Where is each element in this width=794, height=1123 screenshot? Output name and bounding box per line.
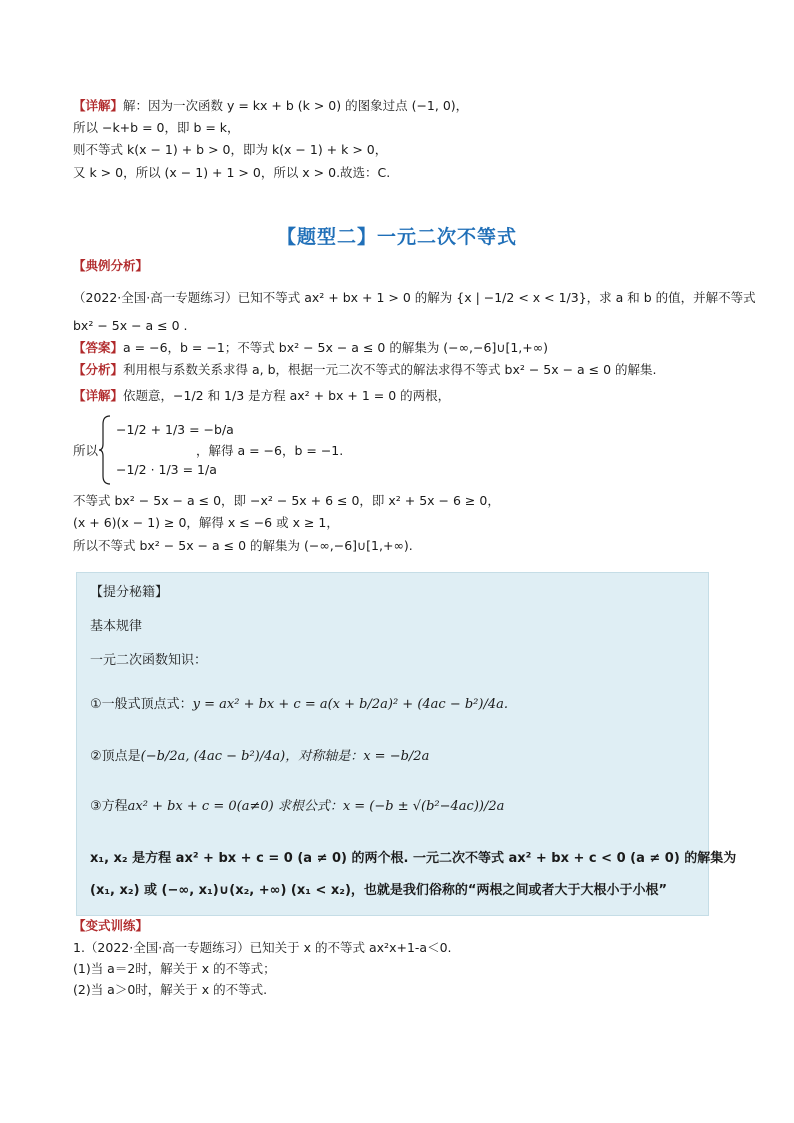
variant-question1: 1.（2022·全国·高一专题练习）已知关于 x 的不等式 ax²x+1-a＜0. bbox=[73, 940, 452, 955]
detail-tag: 【详解】 bbox=[73, 98, 124, 113]
solution1-line1: 【详解】解：因为一次函数 y = kx + b (k > 0) 的图象过点 (−1, 0)， bbox=[73, 98, 469, 113]
section-title: 【题型二】一元二次不等式 bbox=[276, 226, 517, 248]
tips-box bbox=[76, 572, 737, 916]
detail-line1: 【详解】依题意，−1/2 和 1/3 是方程 ax² + bx + 1 = 0 的两根， bbox=[73, 388, 451, 403]
ineq-line2: (x + 6)(x − 1) ≥ 0，解得 x ≤ −6 或 x ≥ 1， bbox=[73, 515, 339, 530]
tips-paragraph1: x₁, x₂ 是方程 ax² + bx + c = 0 (a ≠ 0) 的两个根. 一元二次不等式 ax² + bx + c < 0 (a ≠ 0) 的解集为 bbox=[90, 851, 737, 866]
answer-line: 【答案】a = −6，b = −1；不等式 bx² − 5x − a ≤ 0 的解集为 (−∞,−6]∪[1,+∞) bbox=[73, 340, 549, 355]
tips-formula2: ②顶点是(−b/2a, (4ac − b²)/4a)，对称轴是：x = −b/2a bbox=[90, 749, 430, 764]
ineq-line3: 所以不等式 bx² − 5x − a ≤ 0 的解集为 (−∞,−6]∪[1,+∞). bbox=[73, 538, 413, 553]
solution1-line2: 所以 −k+b = 0，即 b = k， bbox=[73, 120, 240, 135]
example-problem-line2: bx² − 5x − a ≤ 0 . bbox=[73, 318, 188, 333]
tips-formula3: ③方程ax² + bx + c = 0(a≠0) 求根公式：x = (−b ± √(b²−4ac))/2a bbox=[90, 799, 505, 814]
tips-formula1: ①一般式顶点式：y = ax² + bx + c = a(x + b/2a)² + (4ac − b²)/4a. bbox=[90, 697, 509, 712]
solution1-line3: 则不等式 k(x − 1) + b > 0，即为 k(x − 1) + k > 0， bbox=[73, 142, 388, 157]
tips-paragraph2: (x₁, x₂) 或 (−∞, x₁)∪(x₂, +∞) (x₁ < x₂)，也就是我们俗称的“两根之间或者大于大根小于小根” bbox=[90, 883, 668, 898]
example-problem-line1: （2022·全国·高一专题练习）已知不等式 ax² + bx + 1 > 0 的解为 {x | −1/2 < x < 1/3}，求 a 和 b 的值，并解不等式 bbox=[73, 290, 756, 305]
variant-question1b: (2)当 a＞0时，解关于 x 的不等式. bbox=[73, 982, 268, 997]
system-solved: ，解得 a = −6，b = −1. bbox=[196, 443, 344, 458]
answer-tag: 【答案】 bbox=[73, 340, 124, 355]
solution1-line4: 又 k > 0，所以 (x − 1) + 1 > 0，所以 x > 0.故选：C. bbox=[73, 165, 391, 180]
so-label: 所以 bbox=[73, 443, 99, 458]
left-brace-icon bbox=[98, 414, 112, 486]
variant-tag: 【变式训练】 bbox=[73, 918, 149, 933]
ineq-line1: 不等式 bx² − 5x − a ≤ 0，即 −x² − 5x + 6 ≤ 0，即 x² + 5x − 6 ≥ 0， bbox=[73, 493, 500, 508]
example-tag: 【典例分析】 bbox=[73, 258, 149, 273]
analysis-tag: 【分析】 bbox=[73, 362, 124, 377]
analysis-line: 【分析】利用根与系数关系求得 a, b，根据一元二次不等式的解法求得不等式 bx² − 5x − a ≤ 0 的解集. bbox=[73, 362, 657, 377]
variant-question1a: (1)当 a＝2时，解关于 x 的不等式； bbox=[73, 961, 276, 976]
system-eq1: −1/2 + 1/3 = −b/a bbox=[116, 422, 234, 437]
system-eq2: −1/2 · 1/3 = 1/a bbox=[116, 462, 217, 477]
tips-title: 【提分秘籍】 bbox=[90, 585, 169, 600]
tips-rule: 基本规律 bbox=[90, 619, 143, 634]
detail-tag-2: 【详解】 bbox=[73, 388, 124, 403]
tips-knowledge: 一元二次函数知识： bbox=[90, 653, 208, 668]
